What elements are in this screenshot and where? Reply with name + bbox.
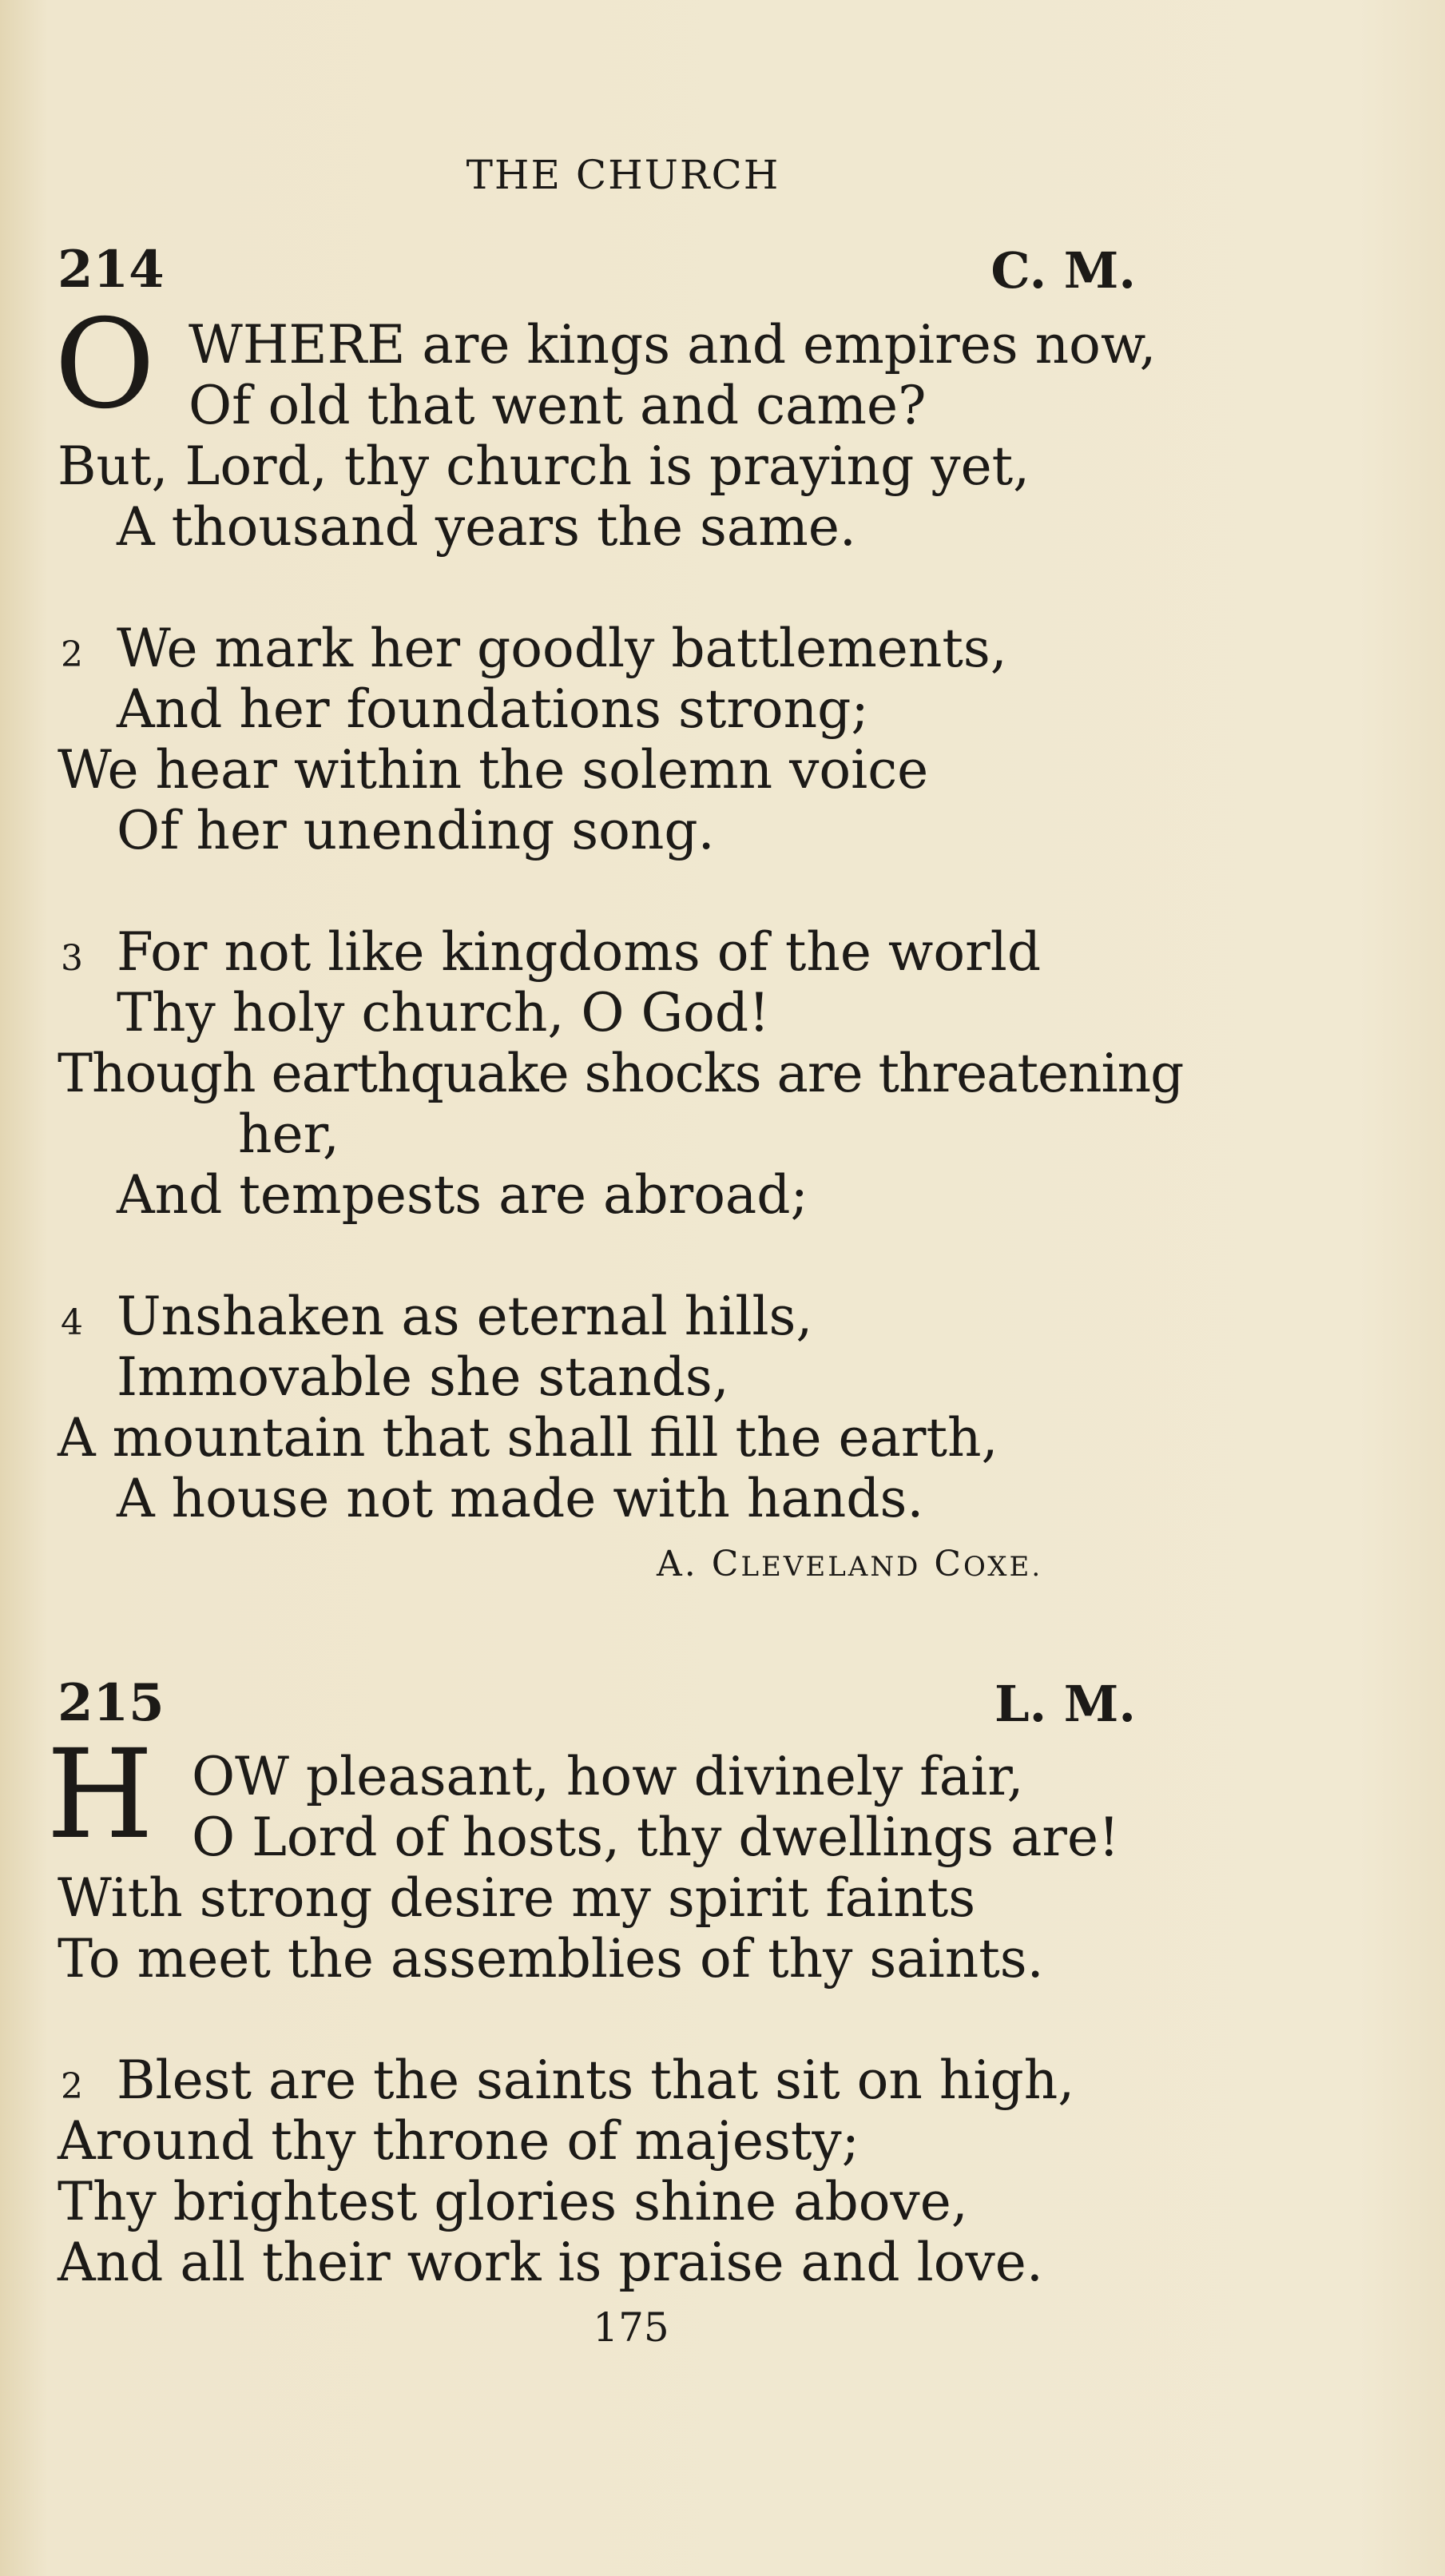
verse-line: With strong desire my spirit faints (58, 1867, 976, 1929)
verse-line: We hear within the solemn voice (58, 739, 929, 801)
hymn-meter: L. M. (994, 1675, 1136, 1733)
page-number: 175 (593, 2304, 669, 2351)
verse-line: her, (238, 1103, 339, 1165)
verse-line: Of her unending song. (117, 800, 715, 861)
verse-line: And her foundations strong; (117, 678, 869, 740)
verse-line: A thousand years the same. (117, 496, 856, 558)
verse-line: OW pleasant, how divinely fair, (192, 1746, 1024, 1807)
hymn-author: A. CLEVELAND COXE. (657, 1544, 1043, 1584)
hymn-meter: C. M. (990, 241, 1136, 300)
verse-line: To meet the assemblies of thy saints. (58, 1928, 1044, 1990)
verse-line: O Lord of hosts, thy dwellings are! (192, 1807, 1120, 1868)
verse-line: Of old that went and came? (189, 375, 927, 436)
verse-line: But, Lord, thy church is praying yet, (58, 435, 1030, 497)
hymn-number: 214 (58, 240, 165, 300)
verse-line: And tempests are abroad; (117, 1164, 808, 1226)
drop-cap: H (46, 1723, 154, 1866)
verse-line: 2 We mark her goodly battlements, (61, 618, 1007, 679)
verse-line: 2 Blest are the saints that sit on high, (61, 2049, 1075, 2111)
verse-line: 4 Unshaken as eternal hills, (61, 1286, 813, 1347)
verse-line: A house not made with hands. (117, 1468, 924, 1529)
verse-line: Around thy throne of majesty; (58, 2110, 859, 2172)
verse-line: WHERE are kings and empires now, (189, 314, 1157, 376)
verse-line: Thy holy church, O God! (117, 982, 770, 1044)
running-header: THE CHURCH (466, 152, 780, 198)
verse-line: Though earthquake shocks are threatening (58, 1043, 1184, 1104)
drop-cap: O (54, 293, 156, 436)
verse-line: A mountain that shall fill the earth, (58, 1407, 998, 1469)
hymn-number: 215 (58, 1673, 165, 1733)
verse-line: And all their work is praise and love. (58, 2232, 1043, 2293)
verse-line: Thy brightest glories shine above, (58, 2171, 968, 2232)
verse-line: Immovable she stands, (117, 1346, 729, 1408)
verse-line: 3 For not like kingdoms of the world (61, 921, 1042, 983)
